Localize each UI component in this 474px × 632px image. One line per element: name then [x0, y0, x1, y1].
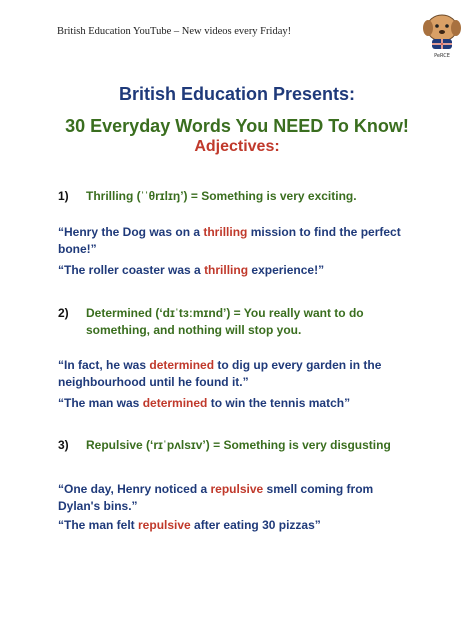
example-sentence: “The man felt repulsive after eating 30 pizzas” [58, 518, 321, 532]
highlighted-word: thrilling [204, 263, 249, 277]
example-sentence: “The roller coaster was a thrilling experience!” [58, 263, 325, 277]
word-number: 2) [58, 306, 69, 320]
word-number: 1) [58, 189, 69, 203]
word-definition: Determined (‘dɪˈtɜːmɪnd’) = You really want to do something, and nothing will stop you. [86, 306, 364, 337]
page-title: British Education Presents: [118, 84, 356, 104]
page-subtitle: 30 Everyday Words You NEED To Know! [65, 116, 409, 136]
word-definition: Thrilling (ˈˈθrɪlɪŋ’) = Something is very exciting. [86, 189, 357, 203]
example-sentence: “The man was determined to win the tennis match” [58, 396, 351, 410]
highlighted-word: determined [142, 396, 208, 410]
highlighted-word: repulsive [210, 482, 264, 496]
highlighted-word: determined [149, 358, 215, 372]
example-sentence: “In fact, he was determined to dig up every garden in the neighbourhood until he found it.” [58, 358, 382, 389]
highlighted-word: thrilling [203, 225, 248, 239]
example-sentence: “Henry the Dog was on a thrilling mission to find the perfect bone!” [58, 225, 401, 256]
section-heading: Adjectives: [194, 138, 280, 155]
example-sentence: “One day, Henry noticed a repulsive smell coming from Dylan's bins.” [58, 482, 374, 513]
word-number: 3) [58, 438, 69, 452]
header-text: British Education YouTube – New videos every Friday! [57, 26, 292, 37]
dog-mascot-icon [416, 6, 468, 60]
logo-caption: PeRCE [434, 53, 450, 59]
highlighted-word: repulsive [138, 518, 191, 532]
word-definition: Repulsive (‘rɪˈpʌlsɪv’) = Something is very disgusting [86, 438, 391, 452]
